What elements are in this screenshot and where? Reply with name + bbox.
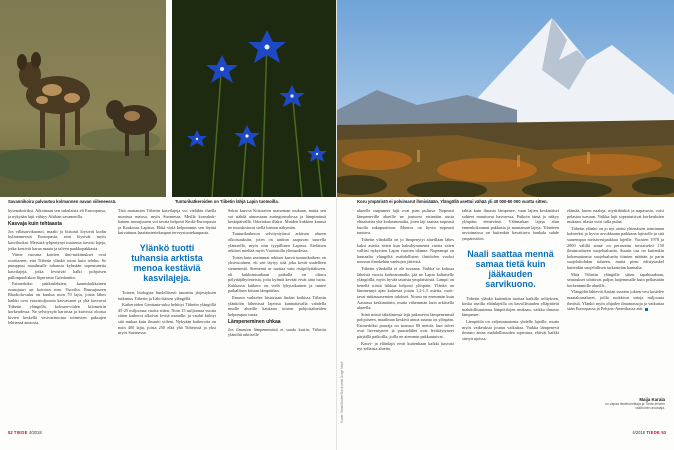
paragraph: Viime vuosina kaivien ilmi-tutkimukset ovat osoittaneet, että Tiibetin ylänkö toimi kuin tehdas. Se pumppasi maailmalle tuhansia kylmään sopeutuneita kasvilajeja, jotka levisivät halki pohjoisen pallonpuoliskon Siperiasta Grönlantiin. — [8, 252, 106, 280]
paragraph: Lämpötila on valjastamatonta yhdelle lajeille, mutta myös vaikeuksia joutuu vaikuttaa. Vaikka lämpenevä ilmasto antaa mahdollisuuden sopeutua, ehtivät kaikki siirtyä ajoissa. — [462, 318, 559, 341]
paragraph: Toisin kuin useimmat arktiset kasvit tunturikatkero on yksivuotinen, eli sen täytyy itää joka kevät uudelleen siemenestä. Siemeniä se tuottaa vain ristipölyttäkseen, eli kukkimisaikaan paikalla on oltava pölyttäjähyönteisiä, joita kylmät keväät eivät aina tuota. Kukkassa katkero on vielä lyhytaikainen ja tuntee paikallisen kiistan lämpötilan. — [228, 254, 326, 294]
right-footer — [632, 430, 666, 435]
paragraph: hysenakoiriksi. Aikoinaan sen sukulaisia eli Euroopassa, ja nykyään lajit vähtyy Afrikan savanneilla. — [8, 208, 106, 219]
flowers-photo — [172, 0, 337, 197]
section-heading: Kasvaja kuin tehtaasta — [8, 221, 62, 228]
paragraph: tahtia kuin ilmasto lämpenee, vaan lajien keskinäiset suhteet muuttuvat kasvaessa. Paikoin tämä jo näkyy ylöspäin etenevänä. Välimatkan lajeja alun ennenkokoamat pakkasia ja muutaman lajeja. Tilanteen arvioinnissa on kuitenkin havaittava hankala suhde ympäristöön. — [462, 208, 559, 241]
paragraph-text: Ylängöltä lähteviä Aasian suurten jokien vesi kastelee maatalousalueet, joilla ruokkivat satoja miljoonia ihmisiä. Ylänkö myös ohjailee ilmamassoja ja vaikuttaa sään Euroopassa ja Pohjois-Amerikassa asti. — [567, 289, 664, 312]
paragraph: Mitä Tiibetin ylängölle sitten tapahtuukaan, seuraukset ulottuvat paljon laajemmalle kuin pelkästään korkeammille alueille. — [567, 271, 664, 288]
paragraph: Esimerkiksi pakkaslehtien, kauniskukkainen ruusujuuri on kotoisin mm. Vuorilta. Ruusujuuren Rhodiola-suku on kuulua noin 70 lajia, joista lähes kaikki ovat vuoristoljoonia kasvavanet ja yhä kasvavat Tiibetin ylängöllä, kolmen-viiden kilometrin korkeudessa. Ne selvitysyät karuissa ja kuivissa oloissa kivien keskellä vesivarastoina toimivien paksujen lehtiensä ansiosta. — [8, 281, 106, 326]
paragraph: Tunturikatkeron selvitystyönsä arktisen alueen olkoisuuksiin, joten on tuntiun saapuvan suurella ylänteellä, myös niin tyypillinen Lapissa. Eteläisen arktiset mieltää myös Vuoristolla ylimuodessa. — [228, 231, 326, 254]
right-column-2 — [462, 208, 559, 424]
flowers-caption: Tunturikatkeroiden on Tiibetin lähjä Lapin tuomoilla. — [175, 199, 279, 204]
left-footer — [8, 430, 42, 435]
paragraph — [567, 289, 664, 311]
magazine-name: TIEDE — [646, 430, 661, 435]
wild-dogs-photo — [0, 0, 166, 197]
paragraph: Toinen, biologiaa huolellisesti tunnettu järjestyksen tutkimus Tiibetin ja Lähi-itäisen ylängöllä. — [118, 289, 216, 301]
paragraph: Tätä marianien Tiibetin kasvilajeja voi vieläkin ihailla monissa maissa, myös Suomessa. Meillä koreakukkainen ruusujuuren voi tavata helposti Keski-Euroopasta ja Kaakossa Lapissa. Ehkä vielä helpommin sen löytää kuivuttuna laastaintestekaupan terveystuotekaupasta. — [118, 208, 216, 236]
paragraph: Katkeroiden Gentiana-suku kehittyi Tiibetin ylängöllä 45-25 miljoonaa vuotta sitten. Noin 15 miljoonaa vuotta sitten katkerot alkoivat levitä muualle, ja vauhti kiihtyi sitä mukaa kuin ilmasto viileni. Nykyään katkeroita on noin 400 lajia, joista 250 elää yhä Tiibetissä ja yksi myös Suomessa. — [118, 302, 216, 336]
issue-number: 4/2018 — [632, 430, 646, 435]
mountain-caption: Koru ympäristö ei polvimarut ihmisiäään. Ylängöllä asettui vähää yli 40 000-60 000 vuotta sitten. — [357, 199, 548, 204]
pull-quote: Naali saattaa mennä samaa tietä kuin jääkauden sarvikuono. — [467, 248, 554, 289]
right-column-1 — [357, 208, 454, 424]
mountain-photo — [337, 0, 674, 197]
paragraph: Tiibetin ylänköllä on jo lämpenytyt alueillaan lähes kaksi astetta sitten kun kaksikymmentä vuotta sitten vallitsi nykyisten Lapin vuorien tilanne. Nopeampi on hauraalta ylängöltä mahdollisten ilmiöiden vuoksi noussut ilmakehän vanhojen jätteistä. — [357, 236, 454, 265]
paragraph: Jos villasarvikuonot, maalit ja biisonit löysivät kodin kylmenneestä Euroopasta, niin löysivät myös kasviluokat. Metsistä tyhjentynyt maisema tarvitsi lajeja, jotka kestivät karua maata ja talven paakkopakkasia. — [8, 228, 106, 251]
photo-credit: Kuvat: Stina/ShutterStock sekä Sorge Marti — [340, 361, 344, 423]
paragraph: Tiibetin ylänköllä ei ole tuvaana. Vaikka se kohoaa läheisiä vuoria korkeammalle, jää ne Lapin kaltaiselle ylängöillä, myös hyvää tasaista ympäristöstä. Lämpö on kenellä niistä liikkua helposti ylöspäin. Ylänkö on lämmennyt ajan kuluessa jotain 1,2-1,5 astetta, osoittavat mittausasemien tulokset. Nousu on enemmän kuin Aasiassa keskimäärin, mutta vähemmän kuin arktisella alueella. — [357, 265, 454, 311]
dogs-caption: Savannikoira palvautuu kolmannen navan viileneessä. — [8, 199, 117, 204]
end-mark-icon — [645, 308, 648, 311]
page-number: 53 — [661, 430, 666, 435]
author-box — [595, 397, 665, 410]
left-column-3 — [228, 208, 326, 424]
pull-quote: Ylänkö tuotti tuhansia arktista menoa kestäviä kasvilajeja. — [131, 242, 203, 283]
section-heading: Lämpeneminen uhkaa — [228, 319, 281, 326]
issue-number: 4/2018 — [28, 430, 42, 435]
paragraph: Sekin kasvoa Kiistarven maiseman mukaan, mutta sen voi nähdä ainoastaan auringonvalossa ja lämpimässä keskipäivällä. Odottakaa illaksi. Muiden kukkien kanssa ne muodostavat siellä hienon näkymän. — [228, 208, 326, 230]
right-page — [337, 0, 674, 450]
author-bio: on vapaa tiedetoimittaja ja Tiede-lehden vakituinen avustaja. — [605, 402, 665, 410]
paragraph: Tiibetin ylänkö kuitenkin tuottaa kaikille selityksen, koska useilla eläinlajeilla on kasvillisuuden ylläpitävät mahdollisuutensa lämpötilojen mukaan, vaikka ilmasto lämpenee. — [462, 295, 559, 318]
himalaya-landscape-image — [337, 0, 674, 197]
gentian-flowers-image — [172, 0, 337, 197]
magazine-name: TIEDE — [13, 430, 28, 435]
wild-dogs-image — [0, 0, 166, 197]
author-name: Maija Karala — [639, 397, 665, 402]
paragraph: Jos ilmaston lämpenemistä ei saada kuriin, Tiibetin ylänöltä arktiselle — [228, 326, 326, 338]
page-number: 52 — [8, 430, 13, 435]
paragraph: elämää, kuten naaleja, myskihärkiä ja napasusia, voisi pelastaa turvaan. Vaikka lajit sopeutuisivat korkeuksien mukaan, tilasta voisi tulla pulaa. — [567, 208, 664, 225]
right-column-3 — [567, 208, 664, 390]
paragraph: alueelle saapuneet lajit ovat pian pulassa. Nopeasti lämpeneville alueille ne joutuvat etsimään uusia elinalueita yhä korkeammalta, joten laji saattaa nopeasti kuolla sukupuuttoon. Muutos on hyvin nopeasti tuntuva. — [357, 208, 454, 236]
paragraph: Tiibetin ylänkö on jo nyt otettu yhtenäisen toiminnan kohteeksi ja hyvin arvokkaana paikkana lajistolle ja sitä suurempaa metsävesipaikkaa lajeille. Vuosien 1978 ja 2000 välillä sinne on perustettu toistaiseksi 150 ilmastoalueen suojelualuetta. Suurin osa on kuitenkin kokemattomia suojelualueita tiimien määrän ja parin suojelukohdan suhteen, mutta pieni edistysaskel kuitenkin suojelullisen tarkastelun kannalta. — [567, 225, 664, 270]
left-column-2 — [118, 208, 216, 424]
paragraph: Siinä missä tähtäimessä lajit pakenevat lämpenemistä pohjoiseen, maailman keskivä ainoa suunta on ylöspäin. Esimerkiksi puuraja on noussut 80 metriä, kun talvet ovat lieventyneet ja puustelähet ovat levittäytyneet pärjäillä paikoilla, joilla ne aiemmin pakkautuivat. — [357, 311, 454, 340]
paragraph: Kasvi- ja eläinlajit eivät kuitenkaan kaikki kasvata nyt sellaisia alueita. — [357, 340, 454, 352]
left-column-1 — [8, 208, 106, 424]
paragraph: Ilmasto vaihtelee historiaan lindan kaikissa Tiibetin ylänköön läheisissä lajeissa kannattavalla vahdella muille alueille kaukana toisten pohjoisalueiden helpompaa varaa. — [228, 294, 326, 317]
